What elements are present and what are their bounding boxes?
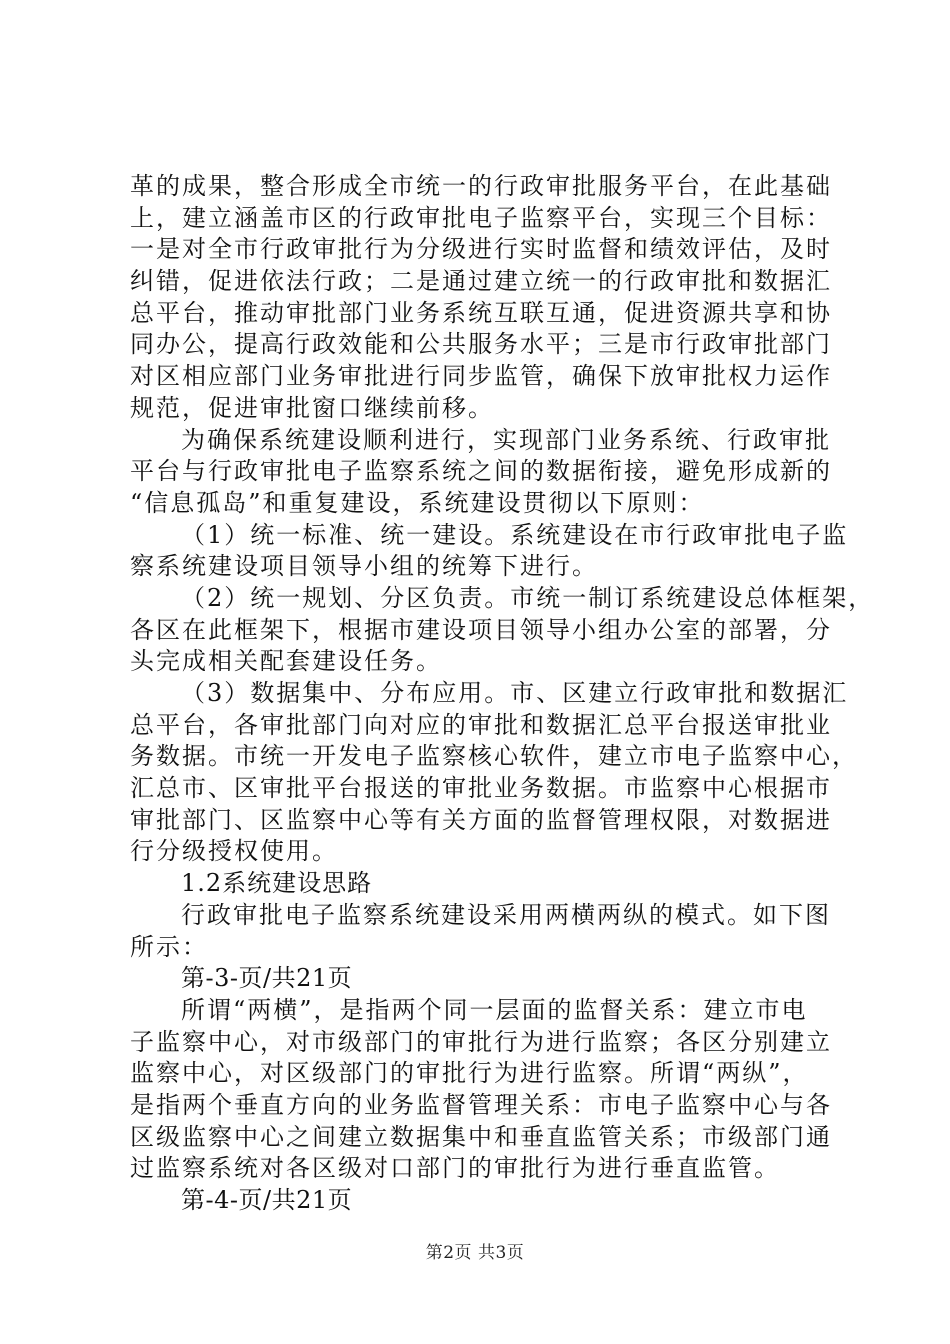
paragraph-line: 头完成相关配套建设任务。 bbox=[130, 647, 442, 676]
paragraph-line: 汇总市、区审批平台报送的审批业务数据。市监察中心根据市 bbox=[130, 774, 832, 803]
paragraph-first-line: （2）统一规划、分区负责。市统一制订系统建设总体框架， bbox=[181, 583, 875, 612]
paragraph-line: 一是对全市行政审批行为分级进行实时监督和绩效评估，及时 bbox=[130, 235, 832, 264]
paragraph-first-line: 为确保系统建设顺利进行，实现部门业务系统、行政审批 bbox=[181, 425, 831, 454]
section-heading: 1.2系统建设思路 bbox=[181, 869, 373, 898]
paragraph-line: 察系统建设项目领导小组的统筹下进行。 bbox=[130, 552, 598, 581]
paragraph-line: 总平台，各审批部门向对应的审批和数据汇总平台报送审批业 bbox=[130, 710, 832, 739]
paragraph-line: 上，建立涵盖市区的行政审批电子监察平台，实现三个目标： bbox=[130, 203, 832, 232]
paragraph-first-line: 行政审批电子监察系统建设采用两横两纵的模式。如下图 bbox=[181, 900, 831, 929]
paragraph-line: 子监察中心，对市级部门的审批行为进行监察；各区分别建立 bbox=[130, 1027, 832, 1056]
paragraph-line: 务数据。市统一开发电子监察核心软件，建立市电子监察中心， bbox=[130, 742, 858, 771]
page-marker: 第-3-页/共21页 bbox=[181, 964, 353, 993]
paragraph-line: 规范，促进审批窗口继续前移。 bbox=[130, 393, 494, 422]
paragraph-line: 革的成果，整合形成全市统一的行政审批服务平台，在此基础 bbox=[130, 172, 832, 200]
paragraph-line: 总平台，推动审批部门业务系统互联互通，促进资源共享和协 bbox=[130, 298, 832, 327]
paragraph-line: 同办公，提高行政效能和公共服务水平；三是市行政审批部门 bbox=[130, 330, 832, 359]
paragraph-first-line: （3）数据集中、分布应用。市、区建立行政审批和数据汇 bbox=[181, 679, 849, 707]
page-marker: 第-4-页/共21页 bbox=[181, 1186, 353, 1214]
paragraph-line: 各区在此框架下，根据市建设项目领导小组办公室的部署，分 bbox=[130, 615, 832, 644]
paragraph-line: 所示： bbox=[130, 932, 208, 961]
paragraph-line: 监察中心，对区级部门的审批行为进行监察。所谓“两纵”， bbox=[130, 1059, 809, 1088]
paragraph-line: 对区相应部门业务审批进行同步监管，确保下放审批权力运作 bbox=[130, 362, 832, 391]
paragraph-line: 纠错，促进依法行政；二是通过建立统一的行政审批和数据汇 bbox=[130, 267, 832, 296]
paragraph-line: 行分级授权使用。 bbox=[130, 837, 338, 866]
document-body bbox=[130, 171, 875, 1217]
paragraph-line: 区级监察中心之间建立数据集中和垂直监管关系；市级部门通 bbox=[130, 1122, 832, 1151]
page-footer: 第2页 共3页 bbox=[425, 1243, 525, 1263]
paragraph-line: “信息孤岛”和重复建设，系统建设贯彻以下原则： bbox=[130, 488, 705, 517]
paragraph-first-line: 所谓“两横”，是指两个同一层面的监督关系：建立市电 bbox=[181, 995, 808, 1024]
paragraph-first-line: （1）统一标准、统一建设。系统建设在市行政审批电子监 bbox=[181, 520, 849, 549]
paragraph-line: 审批部门、区监察中心等有关方面的监督管理权限，对数据进 bbox=[130, 805, 832, 834]
paragraph-line: 平台与行政审批电子监察系统之间的数据衔接，避免形成新的 bbox=[130, 457, 832, 486]
paragraph-line: 过监察系统对各区级对口部门的审批行为进行垂直监管。 bbox=[130, 1154, 780, 1183]
paragraph-line: 是指两个垂直方向的业务监督管理关系：市电子监察中心与各 bbox=[130, 1090, 832, 1119]
